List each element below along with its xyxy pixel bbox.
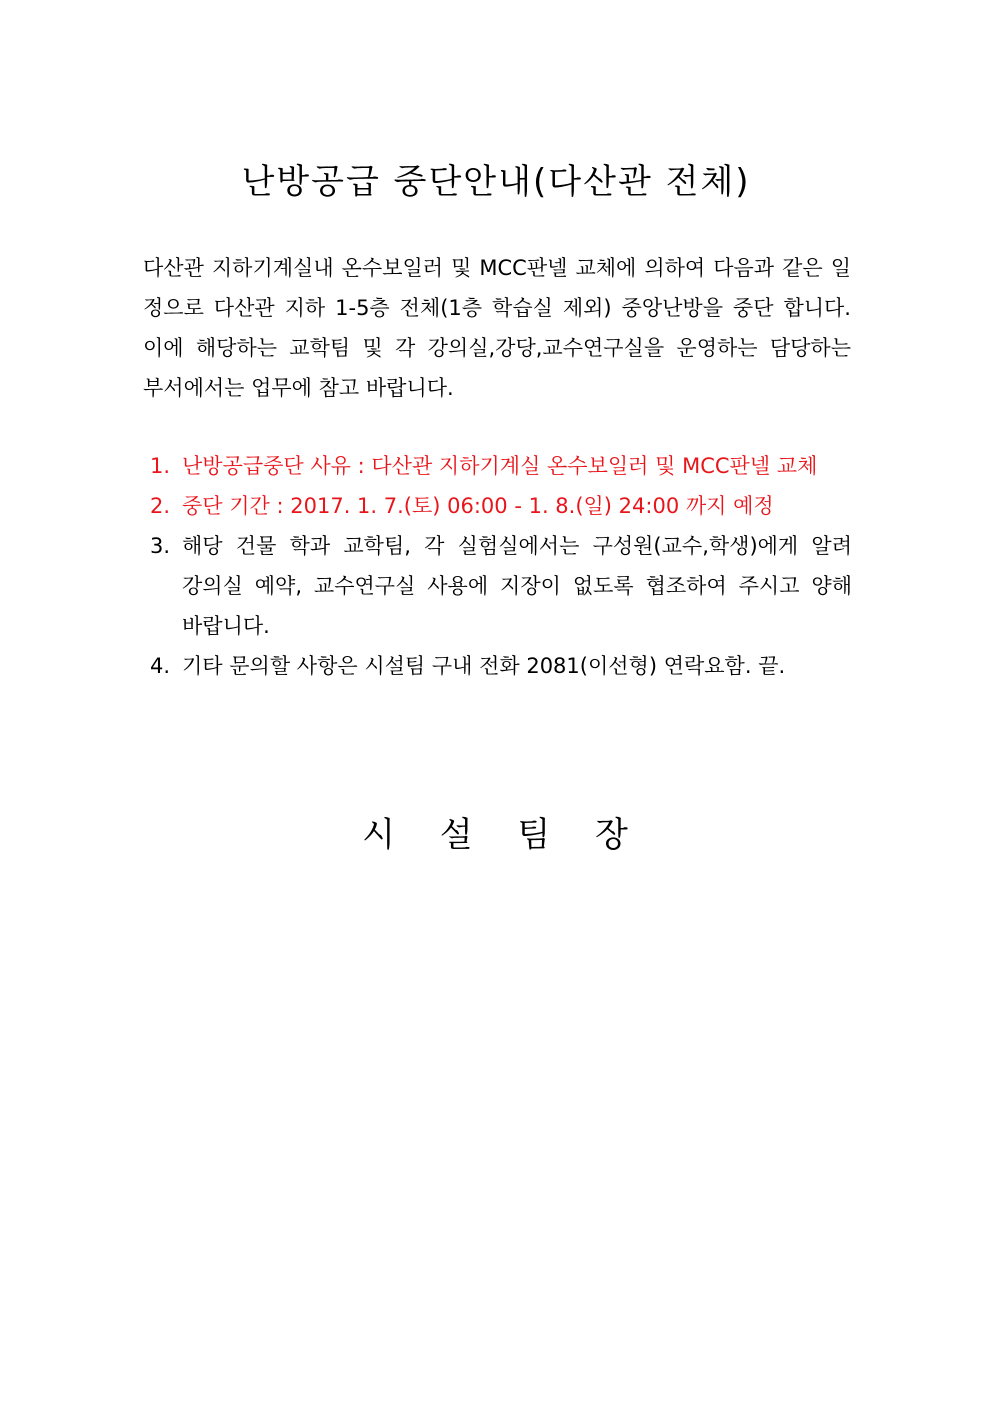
item-line: 중단 기간 : 2017. 1. 7.(토) 06:00 - 1. 8.(일) 24:00 까지 예정 [182, 494, 774, 518]
notice-items-list [150, 446, 852, 686]
item-line: 난방공급중단 사유 : 다산관 지하기계실 온수보일러 및 MCC판넬 교체 [182, 454, 818, 478]
notice-item-period [150, 486, 852, 526]
intro-line-1: 다산관 지하기계실내 온수보일러 및 MCC판넬 교체에 의하여 다음과 같은 일 [143, 256, 851, 280]
intro-paragraph [143, 248, 851, 408]
item-number: 1. [150, 454, 171, 478]
intro-line-2: 정으로 다산관 지하 1-5층 전체(1층 학습실 제외) 중앙난방을 중단 합니다. [143, 296, 851, 320]
item-line: 기타 문의할 사항은 시설팀 구내 전화 2081(이선형) 연락요함. 끝. [182, 654, 786, 678]
item-line: 해당 건물 학과 교학팀, 각 실험실에서는 구성원(교수,학생)에게 알려 [182, 534, 852, 558]
intro-line-4: 부서에서는 업무에 참고 바랍니다. [143, 376, 454, 400]
intro-line-3: 이에 해당하는 교학팀 및 각 강의실,강당,교수연구실을 운영하는 담당하는 [143, 336, 851, 360]
notice-item-contact [150, 646, 852, 686]
item-text [182, 446, 852, 486]
document-title: 난방공급 중단안내(다산관 전체) [241, 162, 751, 202]
item-text [182, 486, 852, 526]
item-text [182, 646, 852, 686]
signature: 시 설 팀 장 [362, 815, 630, 855]
notice-item-cooperation [150, 526, 852, 646]
item-number: 2. [150, 494, 171, 518]
item-line: 강의실 예약, 교수연구실 사용에 지장이 없도록 협조하여 주시고 양해 [182, 574, 852, 598]
item-number: 4. [150, 654, 171, 678]
item-number: 3. [150, 534, 171, 558]
item-text [182, 526, 852, 646]
item-line: 바랍니다. [182, 614, 270, 638]
notice-item-reason [150, 446, 852, 486]
